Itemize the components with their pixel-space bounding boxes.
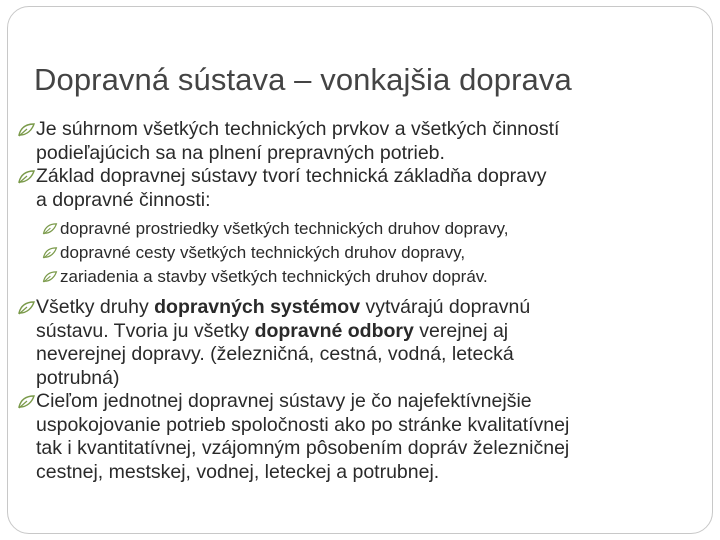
text-line: Je súhrnom všetkých technických prvkov a všetkých činností [36,118,560,140]
bullet-item [18,165,708,212]
leaf-bullet-icon [18,123,35,137]
text-line: neverejnej dopravy. (železničná, cestná, vodná, letecká [36,343,514,365]
leaf-bullet-icon [42,247,58,259]
leaf-bullet-icon [42,271,58,283]
text-line: a dopravné činnosti: [36,188,211,211]
bullet-item [18,390,708,484]
leaf-bullet-icon [18,395,35,409]
bold-term: dopravných systémov [154,296,361,318]
sub-item-text: zariadenia a stavby všetkých technických druhov dopráv. [60,267,488,286]
slide-title: Dopravná sústava – vonkajšia doprava [34,62,572,97]
sub-item-text: dopravné prostriedky všetkých technických druhov dopravy, [60,219,509,238]
text-line: potrubná) [36,366,120,389]
slide-content [18,118,708,484]
text-line: uspokojovanie potrieb spoločnosti ako po stránke kvalitatívnej [36,413,570,436]
text-segment: Všetky druhy [36,296,155,318]
text-segment: vytvárajú dopravnú [360,296,531,318]
text-line: podieľajúcich sa na plnení prepravných potrieb. [36,141,445,164]
sub-item-text: dopravné cesty všetkých technických druhov dopravy, [60,243,466,262]
sub-bullet-item [42,265,708,289]
text-line [36,320,708,344]
text-line: tak i kvantitatívnej, vzájomným pôsobením dopráv železničnej [36,437,570,459]
text-line: Základ dopravnej sústavy tvorí technická základňa dopravy [36,165,547,187]
bold-term: dopravné odbory [254,319,414,342]
text-segment: verejnej aj [413,319,509,342]
leaf-bullet-icon [18,301,35,315]
leaf-bullet-icon [42,223,58,235]
text-line: Cieľom jednotnej dopravnej sústavy je čo najefektívnejšie [36,390,532,412]
sub-bullet-item [42,241,708,265]
sub-bullet-item [42,217,708,241]
leaf-bullet-icon [18,170,35,184]
text-line [36,296,708,320]
bullet-item [18,118,708,165]
text-line: cestnej, mestskej, vodnej, leteckej a potrubnej. [36,460,440,483]
bullet-item [18,296,708,390]
text-segment: sústavu. Tvoria ju všetky [36,319,255,342]
